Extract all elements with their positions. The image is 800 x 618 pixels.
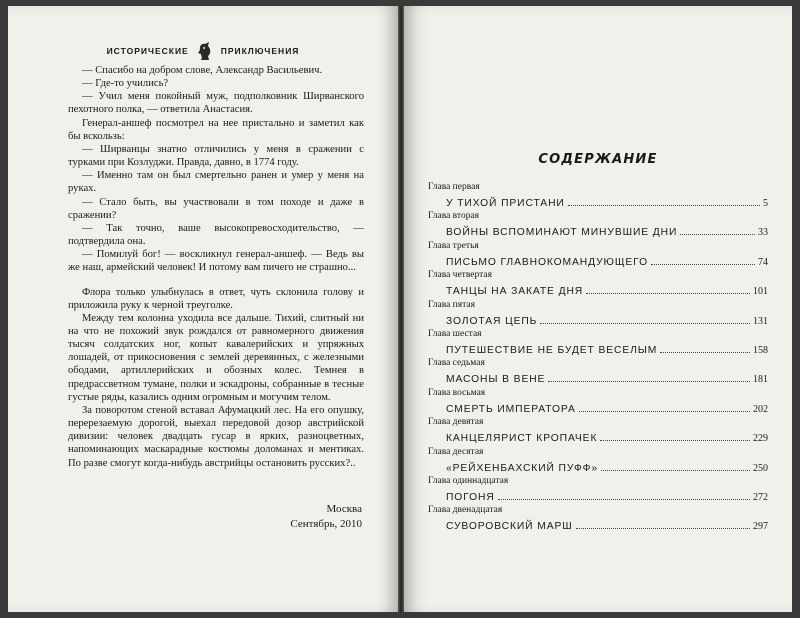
toc-page-number: 250: [753, 462, 768, 474]
paragraph: — Спасибо на добром слове, Александр Васильевич.: [82, 65, 323, 76]
toc-leader-dots: [579, 411, 750, 412]
toc-chapter-title: ЗОЛОТАЯ ЦЕПЬ: [446, 315, 538, 327]
body-text: [68, 64, 364, 470]
toc-chapter-title: ТАНЦЫ НА ЗАКАТЕ ДНЯ: [446, 286, 584, 298]
toc-chapter-label: Глава третья: [428, 240, 479, 251]
toc-line: [446, 428, 768, 444]
toc-chapter-label: Глава одиннадцатая: [428, 475, 509, 486]
toc-line: [446, 281, 768, 297]
signoff: [290, 502, 362, 532]
paragraph: — Ширванцы знатно отличились у меня в сражении с турками при Козлуджи. Правда, давно, в 1774 году.: [68, 143, 364, 169]
toc-chapter-title: ПУТЕШЕСТВИЕ НЕ БУДЕТ ВЕСЕЛЫМ: [446, 344, 658, 356]
toc-chapter-label: Глава девятая: [428, 417, 484, 428]
paragraph: Между тем колонна уходила все дальше. Тихий, слитный ни на что не похожий звук рождался от равномерного движения тысяч солдатских ног, копыт кавалерийских и упряжных лошадей, от прикосновения с землей деревянных, с железными ободами, артиллерийских и обозных колес. Темнея в предрассветном тумане, полки и эскадроны, собранные в тесные густые ряды, казались одним огромным и могучим телом.: [68, 312, 364, 403]
toc-entry: [428, 476, 768, 505]
toc-entry: [428, 417, 768, 446]
left-page: [8, 6, 398, 612]
paragraph: — Помилуй бог! — воскликнул генерал-аншеф. — Ведь вы же наш, армейский человек! И потому вам пичего не страшно...: [68, 249, 364, 274]
toc-page-number: 202: [753, 403, 768, 415]
toc-entry: [428, 241, 768, 270]
toc-page-number: 229: [753, 433, 768, 445]
toc-line: [446, 458, 768, 474]
toc-leader-dots: [540, 323, 750, 324]
toc-title: СОДЕРЖАНИЕ: [538, 152, 658, 167]
toc-chapter-label: Глава двенадцатая: [428, 505, 503, 516]
toc-chapter-label: Глава первая: [428, 182, 480, 192]
toc-line: [446, 252, 768, 268]
paragraph: Генерал-аншеф посмотрел на нее пристально и заметил как бы вскользь:: [68, 117, 364, 142]
toc-line: [446, 369, 768, 385]
toc-entry: [428, 270, 768, 299]
toc-page-number: 5: [763, 198, 768, 209]
toc-chapter-title: СМЕРТЬ ИМПЕРАТОРА: [446, 403, 576, 415]
toc-leader-dots: [586, 293, 750, 294]
running-head-left: ИСТОРИЧЕСКИЕ: [106, 46, 189, 56]
toc-leader-dots: [680, 234, 755, 235]
toc-line: [446, 311, 768, 327]
toc-entry: [428, 329, 768, 358]
toc-page-number: 131: [753, 315, 768, 327]
knight-emblem-icon: [195, 40, 215, 62]
toc-chapter-title: У ТИХОЙ ПРИСТАНИ: [446, 198, 565, 209]
toc-page-number: 181: [753, 374, 768, 386]
toc-leader-dots: [576, 528, 750, 529]
toc-chapter-title: ПОГОНЯ: [446, 491, 495, 503]
toc-leader-dots: [548, 381, 750, 382]
toc-leader-dots: [651, 264, 755, 265]
toc-chapter-label: Глава пятая: [428, 299, 475, 310]
toc-chapter-label: Глава четвертая: [428, 270, 492, 281]
toc-entry: [428, 211, 768, 240]
toc-page-number: 33: [758, 227, 768, 239]
toc-leader-dots: [660, 352, 750, 353]
table-of-contents: [428, 182, 768, 535]
toc-chapter-title: МАСОНЫ В ВЕНЕ: [446, 374, 546, 386]
toc-entry: [428, 300, 768, 329]
toc-line: [446, 193, 768, 209]
signoff-city: Москва: [326, 503, 362, 515]
toc-leader-dots: [498, 499, 750, 500]
book-gutter: [398, 6, 404, 612]
toc-line: [446, 516, 768, 532]
toc-chapter-label: Глава восьмая: [428, 387, 486, 398]
toc-chapter-title: ПИСЬМО ГЛАВНОКОМАНДУЮЩЕГО: [446, 256, 648, 268]
toc-line: [446, 487, 768, 503]
paragraph: — Учил меня покойный муж, подполковник Ширванского пехотного полка, — ответила Анастасия.: [68, 91, 364, 116]
book-spread: [8, 6, 794, 612]
toc-chapter-title: ВОЙНЫ ВСПОМИНАЮТ МИНУВШИЕ ДНИ: [446, 227, 678, 239]
toc-chapter-label: Глава десятая: [428, 446, 484, 457]
toc-page-number: 158: [753, 344, 768, 356]
toc-entry: [428, 388, 768, 417]
right-page: [404, 6, 792, 612]
toc-chapter-label: Глава вторая: [428, 211, 480, 222]
toc-page-number: 74: [758, 256, 768, 268]
toc-chapter-title: «РЕЙХЕНБАХСКИЙ ПУФФ»: [446, 462, 599, 474]
paragraph: Флора только улыбнулась в ответ, чуть склонила голову и приложила руку к черной треуголке.: [68, 286, 364, 311]
toc-chapter-label: Глава шестая: [428, 328, 482, 339]
toc-leader-dots: [600, 440, 750, 441]
toc-entry: [428, 182, 768, 211]
toc-leader-dots: [601, 470, 750, 471]
paragraph: — Стало быть, вы участвовали в том походе и даже в сражении?: [68, 196, 364, 221]
toc-page-number: 297: [753, 521, 768, 533]
toc-chapter-title: КАНЦЕЛЯРИСТ КРОПАЧЕК: [446, 433, 598, 445]
toc-chapter-title: СУВОРОВСКИЙ МАРШ: [446, 521, 573, 533]
toc-chapter-label: Глава седьмая: [428, 358, 485, 369]
paragraph: — Так точно, ваше высокопревосходительство, — подтвердила она.: [68, 222, 364, 248]
toc-page-number: 101: [753, 286, 768, 298]
running-head-right: ПРИКЛЮЧЕНИЯ: [220, 46, 300, 56]
toc-entry: [428, 447, 768, 476]
toc-line: [446, 399, 768, 415]
paragraph: — Где-то учились?: [82, 78, 169, 90]
signoff-date: Сентябрь, 2010: [290, 518, 362, 530]
running-head: [8, 40, 398, 62]
paragraph: За поворотом стеной вставал Афумацкий лес. На его опушку, перерезаемую дорогой, выехал передовой дозор австрийской дивизии: человек двадцать гусар в ярких, разноцветных, напоминающих маскарадные костюмы доломанах и ментиках. По разве смогут когда-нибудь австрийцы остановить русских?..: [68, 404, 364, 469]
toc-leader-dots: [568, 205, 760, 206]
paragraph: — Именно там он был смертельно ранен и умер у меня на руках.: [68, 170, 364, 195]
toc-line: [446, 222, 768, 238]
toc-line: [446, 340, 768, 356]
toc-entry: [428, 358, 768, 387]
toc-page-number: 272: [753, 491, 768, 503]
toc-entry: [428, 505, 768, 534]
